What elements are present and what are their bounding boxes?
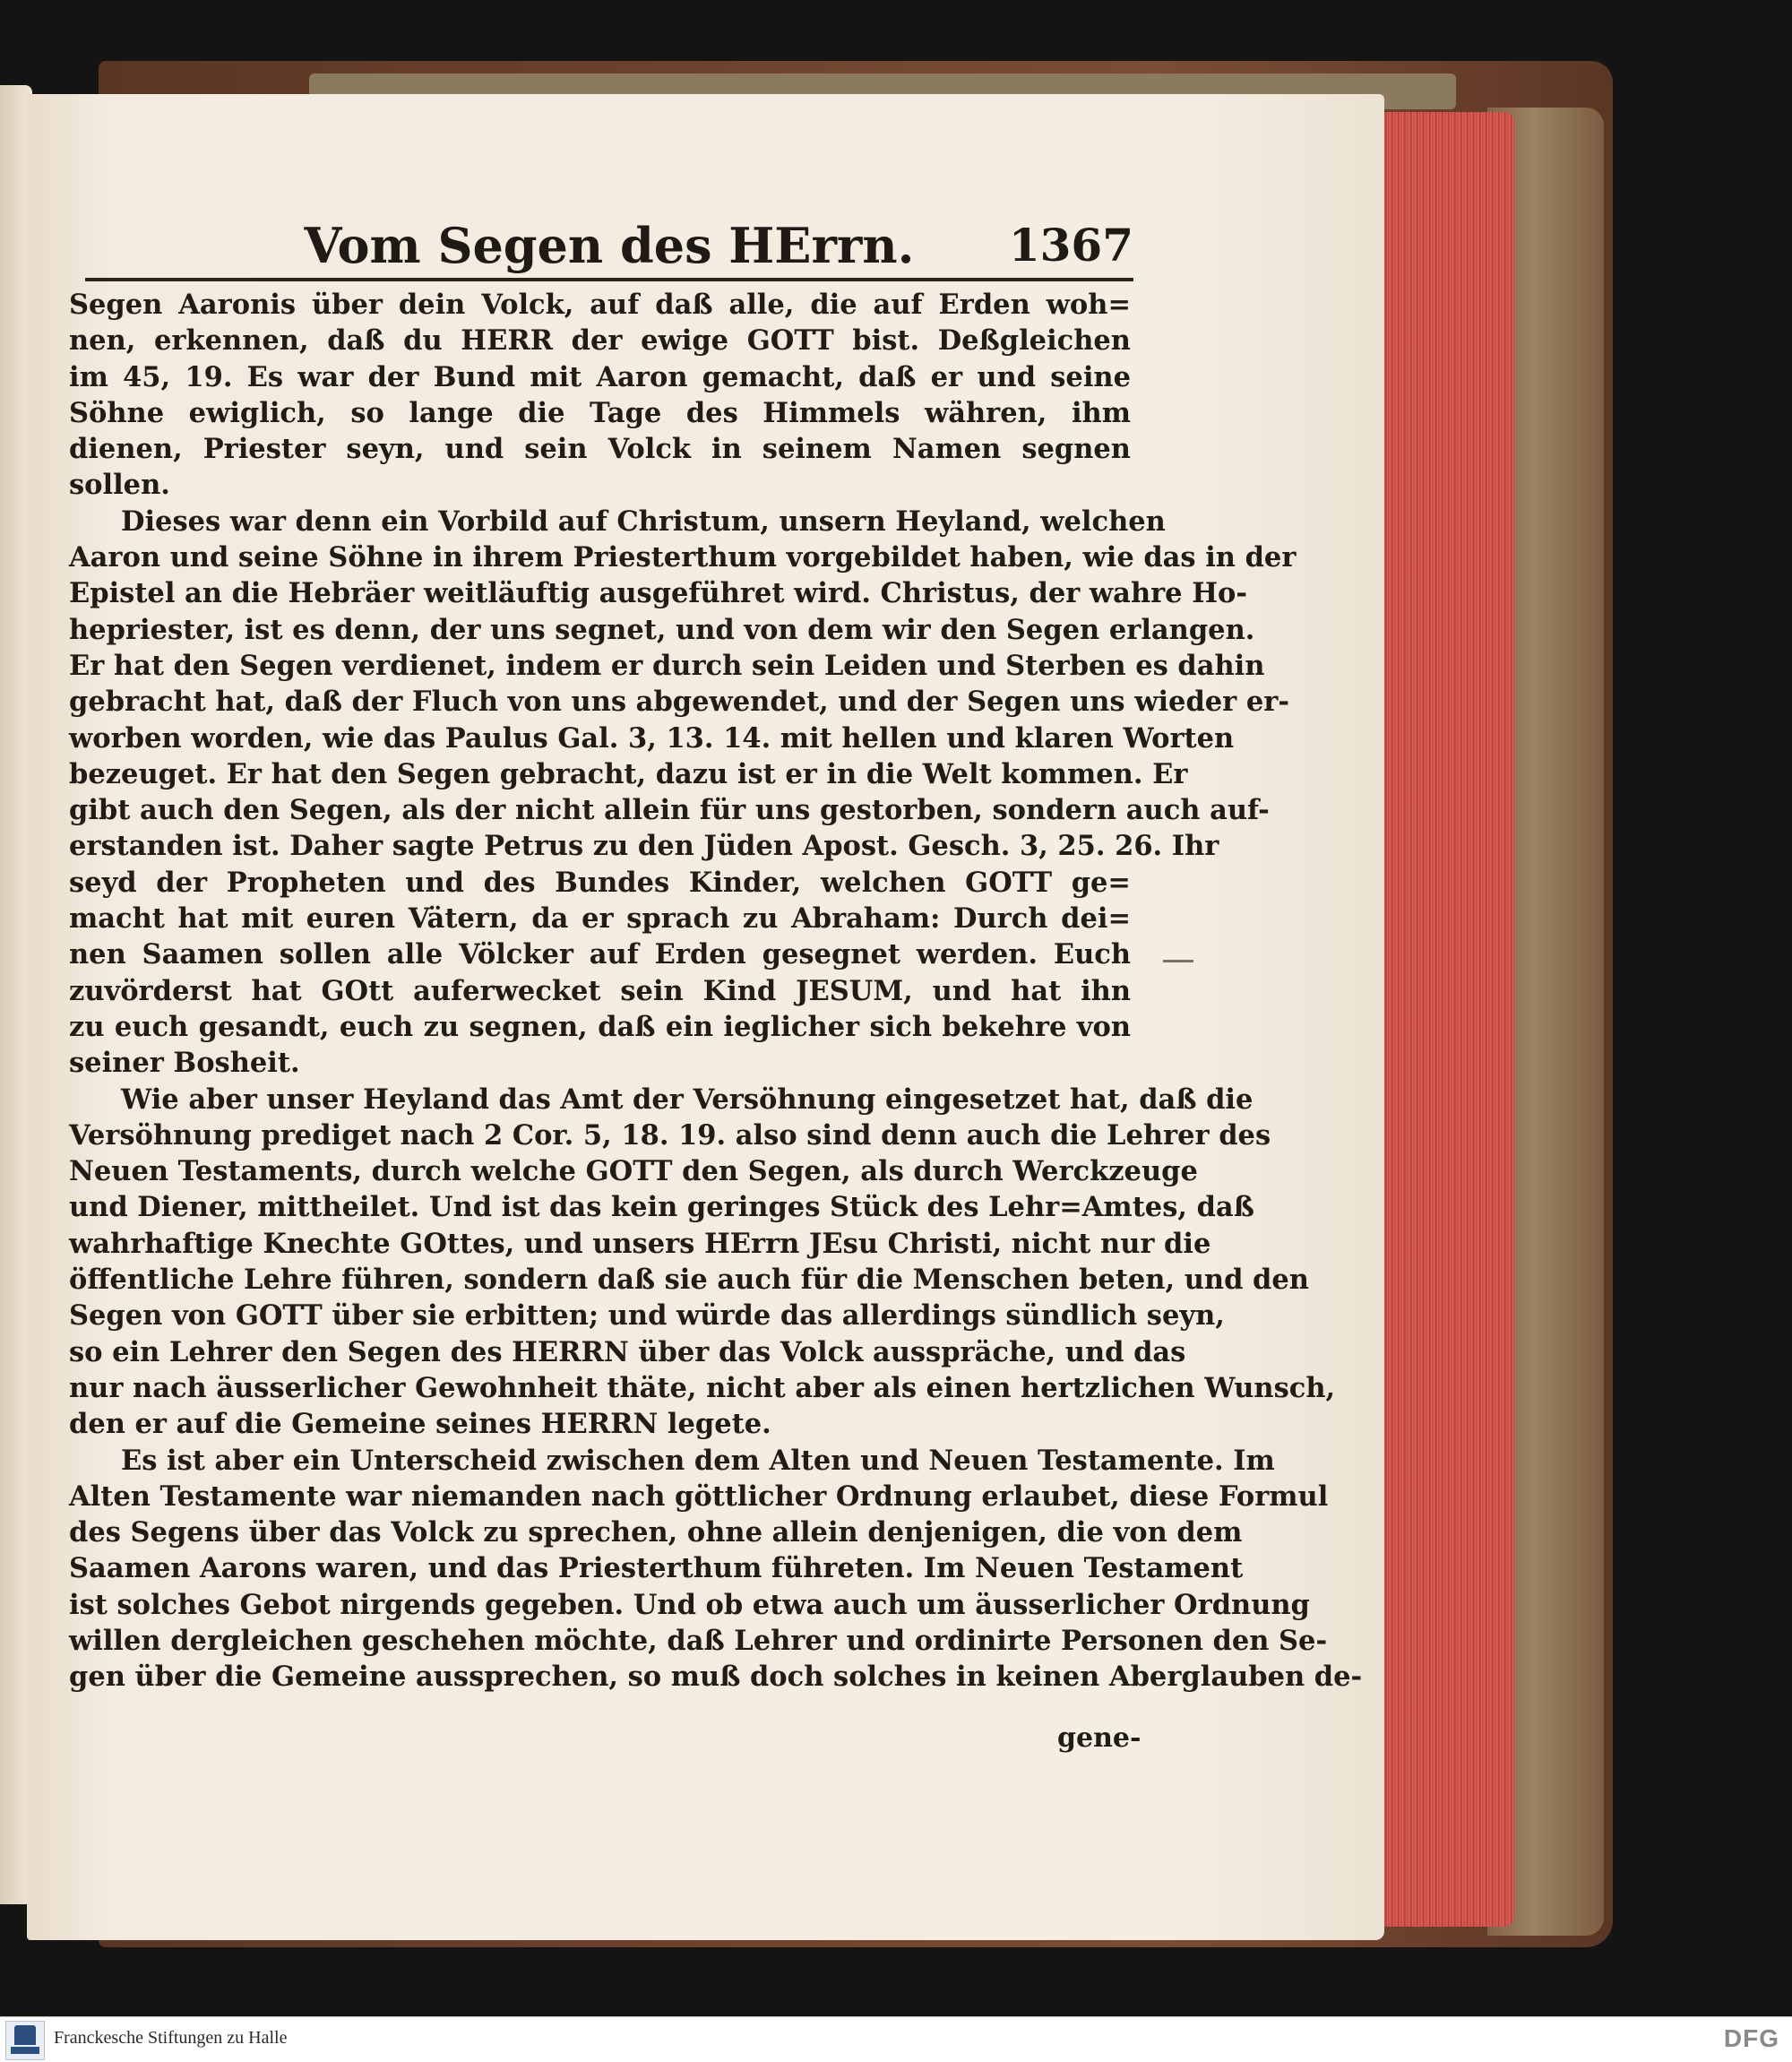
text-line: nur nach äusserlicher Gewohnheit thäte, nicht aber als einen hertzlichen Wunsch, — [69, 1371, 1336, 1404]
institution-name: Franckesche Stiftungen zu Halle — [54, 2028, 288, 2048]
text-line: zu euch gesandt, euch zu segnen, daß ein ieglicher sich bekehre von — [69, 1010, 1131, 1043]
text-line: gebracht hat, daß der Fluch von uns abgewendet, und der Segen uns wieder er- — [69, 686, 1290, 719]
margin-mark — [1163, 960, 1193, 962]
text-line: den er auf die Gemeine seines HERRN legete. — [69, 1408, 771, 1441]
text-line: so ein Lehrer den Segen des HERRN über das Volck ausspräche, und das — [69, 1335, 1186, 1368]
logo-base-icon — [11, 2047, 39, 2054]
text-line: bezeuget. Er hat den Segen gebracht, dazu ist er in die Welt kommen. Er — [69, 757, 1188, 790]
body-text — [69, 287, 1363, 1695]
text-line: dienen, Priester seyn, und sein Volck in seinem Namen segnen — [69, 433, 1131, 466]
text-line: seiner Bosheit. — [69, 1047, 300, 1080]
running-title: Vom Segen des HErrn. — [304, 217, 915, 274]
text-line: Epistel an die Hebräer weitläuftig ausgeführet wird. Christus, der wahre Ho- — [69, 577, 1248, 610]
text-line: macht hat mit euren Vätern, da er sprach zu Abraham: Durch dei= — [69, 902, 1131, 936]
text-line: seyd der Propheten und des Bundes Kinder, welchen GOTT ge= — [69, 866, 1131, 899]
text-line: Neuen Testaments, durch welche GOTT den Segen, als durch Werckzeuge — [69, 1155, 1198, 1188]
text-line: sollen. — [69, 469, 170, 502]
text-line: Saamen Aarons waren, und das Priesterthum führeten. Im Neuen Testament — [69, 1552, 1244, 1585]
text-line: worben worden, wie das Paulus Gal. 3, 13. 14. mit hellen und klaren Worten — [69, 721, 1235, 755]
text-line: des Segens über das Volck zu sprechen, ohne allein denjenigen, die von dem — [69, 1516, 1243, 1549]
logo-building-icon — [14, 2025, 36, 2045]
dfg-logo: DFG — [1723, 2024, 1779, 2052]
text-line: wahrhaftige Knechte GOttes, und unsers HErrn JEsu Christi, nicht nur die — [69, 1227, 1211, 1260]
text-line: im 45, 19. Es war der Bund mit Aaron gemacht, daß er und seine — [69, 360, 1131, 393]
text-line: Versöhnung prediget nach 2 Cor. 5, 18. 19. also sind denn auch die Lehrer des — [69, 1118, 1271, 1152]
text-line: Segen Aaronis über dein Volck, auf daß alle, die auf Erden woh= — [69, 289, 1131, 321]
text-line: Dieses war denn ein Vorbild auf Christum, unsern Heyland, welchen — [121, 505, 1166, 538]
text-line: erstanden ist. Daher sagte Petrus zu den Jüden Apost. Gesch. 3, 25. 26. Ihr — [69, 830, 1219, 863]
text-line: Es ist aber ein Unterscheid zwischen dem Alten und Neuen Testamente. Im — [121, 1444, 1275, 1477]
text-line: zuvörderst hat GOtt auferwecket sein Kind JESUM, und hat ihn — [69, 974, 1131, 1007]
text-line: nen, erkennen, daß du HERR der ewige GOTT bist. Deßgleichen — [69, 324, 1131, 358]
catchword: gene- — [1057, 1722, 1142, 1754]
text-line: Wie aber unser Heyland das Amt der Versöhnung eingesetzet hat, daß die — [121, 1083, 1254, 1116]
text-line: nen Saamen sollen alle Völcker auf Erden gesegnet werden. Euch — [69, 938, 1131, 971]
text-line: Söhne ewiglich, so lange die Tage des Himmels währen, ihm — [69, 396, 1131, 429]
red-page-edges — [1375, 112, 1514, 1927]
text-line: Segen von GOTT über sie erbitten; und würde das allerdings sündlich seyn, — [69, 1299, 1225, 1333]
institution-logo-icon — [5, 2021, 45, 2060]
text-line: ist solches Gebot nirgends gegeben. Und ob etwa auch um äusserlicher Ordnung — [69, 1588, 1310, 1621]
page-number: 1367 — [1008, 219, 1133, 272]
text-line: öffentliche Lehre führen, sondern daß sie auch für die Menschen beten, und den — [69, 1264, 1309, 1297]
viewer-footer — [0, 2016, 1792, 2062]
text-line: willen dergleichen geschehen möchte, daß Lehrer und ordinirte Personen den Se- — [69, 1624, 1328, 1657]
text-line: Er hat den Segen verdienet, indem er durch sein Leiden und Sterben es dahin — [69, 649, 1265, 682]
text-line: gibt auch den Segen, als der nicht allein für uns gestorben, sondern auch auf- — [69, 794, 1270, 827]
text-line: Aaron und seine Söhne in ihrem Priesterthum vorgebildet haben, wie das in der — [69, 541, 1297, 574]
page-header — [85, 213, 1133, 281]
text-line: gen über die Gemeine aussprechen, so muß doch solches in keinen Aberglauben de- — [69, 1661, 1363, 1694]
text-line: hepriester, ist es denn, der uns segnet, und von dem wir den Segen erlangen. — [69, 613, 1255, 646]
text-line: Alten Testamente war niemanden nach göttlicher Ordnung erlaubet, diese Formul — [69, 1480, 1329, 1513]
text-line: und Diener, mittheilet. Und ist das kein geringes Stück des Lehr=Amtes, daß — [69, 1191, 1254, 1224]
